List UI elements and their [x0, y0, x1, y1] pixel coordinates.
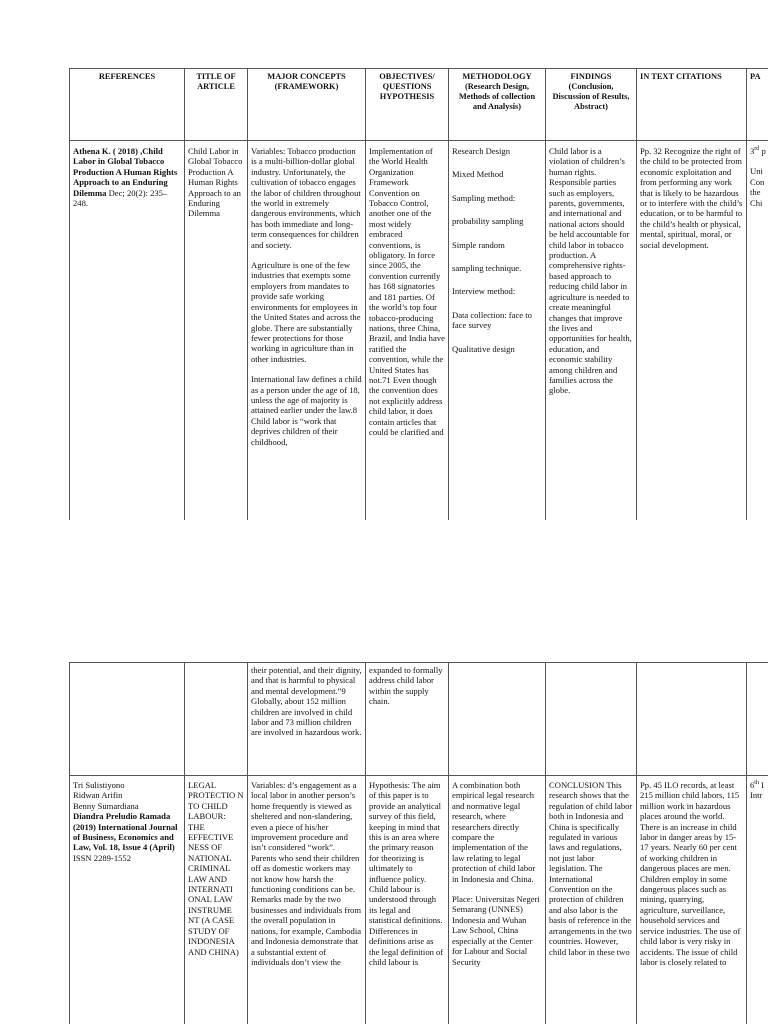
page-number: 3rd p — [750, 146, 766, 156]
findings-cell — [546, 663, 637, 776]
method-item: Sampling method: — [452, 192, 516, 203]
methodology-cell — [449, 663, 546, 776]
header-references: REFERENCES — [70, 69, 185, 141]
reference-cell — [70, 141, 185, 521]
citations-cell: Pp. 32 Recognize the right of the child to be protected from economic exploitation and from performing any work that is likely to be hazardous or to interfere with the child’s education, or to be harmful to the child’s health or physical, mental, spiritual, moral, or social development. — [637, 141, 747, 521]
author-name: Tri Sulistiyono — [73, 780, 125, 790]
page-text-line: Chi — [750, 197, 763, 208]
findings-cell: CONCLUSION This research shows that the regulation of child labor both in Indonesia and China is specifically regulated in various laws and regulations, not just labor legislation. The International Convention on the protection of children and also labor is the basis of reference in the arrangements in the two countries. However, child labor in these two — [546, 776, 637, 1024]
page-number: 6th I — [750, 780, 764, 790]
reference-citation: Athena K. ( 2018) ,Child Labor in Global Tobacco Production A Human Rights Approach to an Enduring Dilemma — [73, 146, 178, 198]
concept-paragraph: Variables: Tobacco production is a multi-billion-dollar global industry. Unfortunately, the cultivation of tobacco engages the labor of children throughout the world in extremely dangerous environments, which has both immediate and long-term consequences for children and society. — [251, 146, 361, 250]
objectives-cell: Implementation of the World Health Organization Framework Convention on Tobacco Control, another one of the most widely embraced conventions, is obligatory. In force since 2005, the convention currently has 168 signatories and 181 parties. Of the world’s top four tobacco-producing nations, three China, Brazil, and India have ratified the convention, while the United States has not.71 Even though the convention does not explicitly address child labor, it does contain articles that could be clarified and — [366, 141, 449, 521]
findings-cell: Child labor is a violation of children’s human rights. Responsible parties such as employers, parents, governments, and international and national actors should be held accountable for child labor in tobacco production. A comprehensive rights-based approach to reducing child labor in agriculture is needed to create meaningful changes that improve the lives and opportunities for health, education, and economic stability among children and families across the globe. — [546, 141, 637, 521]
table-row — [70, 663, 768, 776]
author-name: Benny Sumardiana — [73, 800, 139, 811]
method-item: Research Design — [452, 146, 510, 156]
reference-issn: ISSN 2289-1552 — [73, 852, 132, 863]
method-item: Data collection: face to face survey — [452, 309, 532, 331]
reference-volume: Dec; 20(2): 235–248. — [73, 187, 168, 209]
method-item: Mixed Method — [452, 169, 504, 180]
page-cell — [747, 141, 768, 521]
objectives-cell: expanded to formally address child labor within the supply chain. — [366, 663, 449, 776]
method-place: Place: Universitas Negeri Semarang (UNNES) Indonesia and Wuhan Law School, China especially at the Center for Labour and Social Security — [452, 894, 540, 967]
author-name: Ridwan Arifin — [73, 790, 123, 801]
table-row — [70, 141, 768, 521]
header-major-concepts: MAJOR CONCEPTS (FRAMEWORK) — [248, 69, 366, 141]
table-row — [70, 776, 768, 1024]
header-title: TITLE OF ARTICLE — [185, 69, 248, 141]
header-objectives: OBJECTIVES/ QUESTIONS HYPOTHESIS — [366, 69, 449, 141]
header-citations: IN TEXT CITATIONS — [637, 69, 747, 141]
method-item: sampling technique. — [452, 263, 522, 274]
title-cell — [185, 663, 248, 776]
title-cell: LEGAL PROTECTIO N TO CHILD LABOUR: THE EFFECTIVE NESS OF NATIONAL CRIMINAL LAW AND INTERNATI ONAL LAW INSTRUME NT (A CASE STUDY OF INDONESIA AND CHINA) — [185, 776, 248, 1024]
reference-citation: Diandra Preludio Ramada (2019) International Journal of Business, Economics and Law, Vol. 18, Issue 4 (April) — [73, 811, 178, 853]
method-item: probability sampling — [452, 216, 524, 227]
citations-cell — [637, 663, 747, 776]
concepts-cell: Variables: d’s engagement as a local labor in another person’s home frequently is viewed as sheltered and non-slandering, even a piece of his/her improvement procedure and isn’t considered “work”. Parents who send their children off as domestic workers may not know how harsh the functioning conditions can be. Remarks made by the two businesses and individuals from the overall population in nations, for example, Cambodia and Indonesia demonstrate that a substantial extent of individuals don’t view the — [248, 776, 366, 1024]
document-page-2 — [0, 662, 768, 1024]
page-cell — [747, 776, 768, 1024]
page-text-line: Con — [750, 176, 765, 187]
page-text-line: Uni — [750, 166, 763, 177]
header-page: PA — [747, 69, 768, 141]
reference-cell — [70, 776, 185, 1024]
concept-paragraph: International law defines a child as a person under the age of 18, unless the age of majority is attained earlier under the law.8 Child labor is “work that deprives children of their childhood, — [251, 374, 362, 447]
methodology-cell — [449, 776, 546, 1024]
page-text-line: the — [750, 187, 761, 198]
methodology-cell — [449, 141, 546, 521]
literature-review-table-continued — [69, 662, 768, 1024]
page-cell — [747, 663, 768, 776]
citations-cell: Pp. 45 ILO records, at least 215 million child labors, 115 million work in hazardous places around the world. There is an increase in child labor in danger areas by 15-17 years. Nearly 60 per cent of working children in dangerous places are men. Children employ in some dangerous places such as mining, quarrying, agriculture, surveillance, household services and service industries. The use of child labor is very risky in accidents. The issue of child labor is closely related to — [637, 776, 747, 1024]
concept-paragraph: Agriculture is one of the few industries that exempts some employers from mandates to provide safe working environments for employees in the United States and across the globe. There are substantially fewer protections for those working in agriculture than in other industries. — [251, 260, 361, 364]
method-item: Simple random — [452, 239, 505, 250]
objectives-cell: Hypothesis: The aim of this paper is to provide an analytical survey of this field, keeping in mind that this is an area where the primary reason for theorizing is ultimately to influence policy. Child labour is understood through its legal and statistical definitions. Differences in definitions arise as the legal definition of child labour is — [366, 776, 449, 1024]
reference-cell — [70, 663, 185, 776]
method-item: Qualitative design — [452, 343, 515, 354]
page-text-line: Intr — [750, 790, 763, 801]
table-header-row — [70, 69, 768, 141]
method-item: Interview method: — [452, 286, 516, 297]
concepts-cell — [248, 141, 366, 521]
method-text: A combination both empirical legal research and normative legal research, where researchers directly compare the implementation of the law relating to legal protection of child labor in Indonesia and China. — [452, 780, 536, 884]
literature-review-table — [69, 68, 768, 520]
header-findings: FINDINGS (Conclusion, Discussion of Results, Abstract) — [546, 69, 637, 141]
concepts-cell: their potential, and their dignity, and that is harmful to physical and mental development.”9 Globally, about 152 million children are involved in child labor and 73 million children are involved in hazardous work. — [248, 663, 366, 776]
header-methodology: METHODOLOGY (Research Design, Methods of collection and Analysis) — [449, 69, 546, 141]
title-cell: Child Labor in Global Tobacco Production A Human Rights Approach to an Enduring Dilemma — [185, 141, 248, 521]
